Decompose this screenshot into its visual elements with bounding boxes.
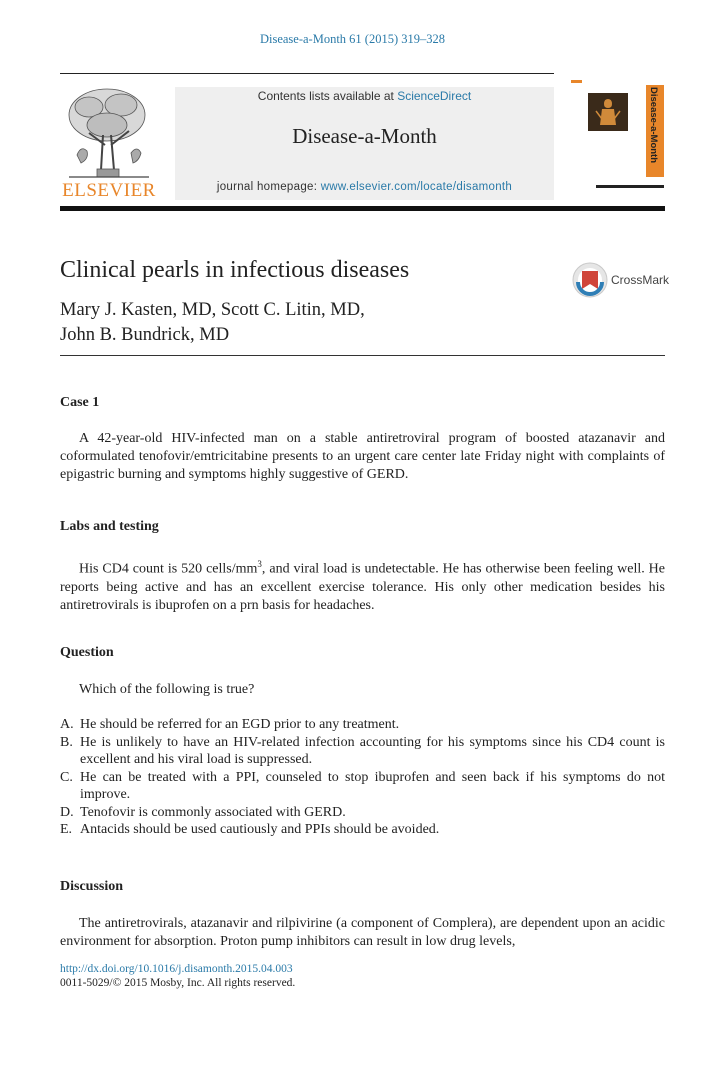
option-e	[60, 821, 665, 839]
option-text: Antacids should be used cautiously and PPIs should be avoided.	[80, 822, 440, 837]
option-text: He should be referred for an EGD prior to any treatment.	[80, 717, 400, 732]
contents-prefix: Contents lists available at	[257, 89, 398, 103]
option-letter: B.	[60, 734, 73, 750]
header-bottom-rule	[60, 206, 665, 211]
case1-heading: Case 1	[60, 395, 100, 410]
elsevier-wordmark: ELSEVIER	[62, 180, 156, 201]
option-letter: E.	[60, 822, 73, 837]
doi-link[interactable]: http://dx.doi.org/10.1016/j.disamonth.2015.04.003	[60, 963, 293, 975]
option-text: He can be treated with a PPI, counseled to stop ibuprofen and seen back if his symptoms do not improve.	[80, 769, 665, 802]
labs-superscript: 3	[257, 559, 262, 569]
author-line-1[interactable]: Mary J. Kasten, MD, Scott C. Litin, MD,	[60, 300, 365, 320]
article-title: Clinical pearls in infectious diseases	[60, 257, 410, 283]
journal-homepage-link[interactable]: www.elsevier.com/locate/disamonth	[320, 181, 513, 193]
discussion-text: The antiretrovirals, atazanavir and rilpivirine (a component of Complera), are dependent upon an acidic environment for absorption. Proton pump inhibitors can result in low drug levels,	[60, 916, 665, 949]
case1-text: A 42-year-old HIV-infected man on a stable antiretroviral program of boosted atazanavir and coformulated tenofovir/emtricitabine presents to an urgent care center late Friday night with complaints of epigastric burning and symptoms highly suggestive of GERD.	[60, 431, 665, 482]
option-letter: A.	[60, 717, 74, 732]
option-letter: D.	[60, 804, 74, 820]
article-authors	[60, 298, 365, 348]
journal-homepage-line	[175, 181, 554, 193]
sciencedirect-link[interactable]: ScienceDirect	[397, 89, 472, 103]
option-c	[60, 769, 665, 804]
journal-name: Disease-a-Month	[292, 124, 437, 148]
title-rule	[60, 355, 665, 356]
labs-heading: Labs and testing	[60, 519, 159, 534]
question-paragraph	[60, 681, 665, 699]
crossmark-label[interactable]: CrossMark	[611, 273, 670, 287]
option-text: Tenofovir is commonly associated with GERD.	[80, 804, 346, 820]
discussion-heading: Discussion	[60, 879, 124, 894]
option-text: He is unlikely to have an HIV-related infection accounting for his symptoms since his CD4 count is excellent and his viral load is suppressed.	[80, 734, 665, 767]
option-b	[60, 734, 665, 769]
option-d	[60, 804, 665, 822]
question-text: Which of the following is true?	[79, 682, 255, 697]
option-letter: C.	[60, 769, 73, 785]
cover-accent-rule	[571, 80, 582, 83]
answer-options	[60, 716, 665, 839]
header-top-rule	[60, 73, 554, 74]
homepage-prefix: journal homepage:	[216, 181, 321, 193]
question-heading: Question	[60, 645, 114, 660]
labs-paragraph	[60, 555, 665, 615]
case1-paragraph	[60, 430, 665, 484]
journal-cover-thumbnail-icon[interactable]	[572, 85, 664, 195]
copyright-line: 0011-5029/© 2015 Mosby, Inc. All rights reserved.	[60, 977, 296, 989]
option-a	[60, 716, 665, 734]
cover-title: Disease-a-Month	[648, 87, 659, 164]
discussion-paragraph	[60, 915, 665, 951]
contents-line	[175, 89, 554, 103]
journal-citation[interactable]: Disease-a-Month 61 (2015) 319–328	[259, 32, 446, 46]
author-line-2[interactable]: John B. Bundrick, MD	[60, 325, 230, 345]
labs-text-a: His CD4 count is 520 cells/mm	[79, 561, 258, 577]
labs-text-b: , and viral load is undetectable. He has otherwise been feeling well. He reports being active and has an excellent exercise tolerance. His only other medication besides his antiretrovirals is ibuprofen on a prn basis for headaches.	[60, 561, 666, 613]
